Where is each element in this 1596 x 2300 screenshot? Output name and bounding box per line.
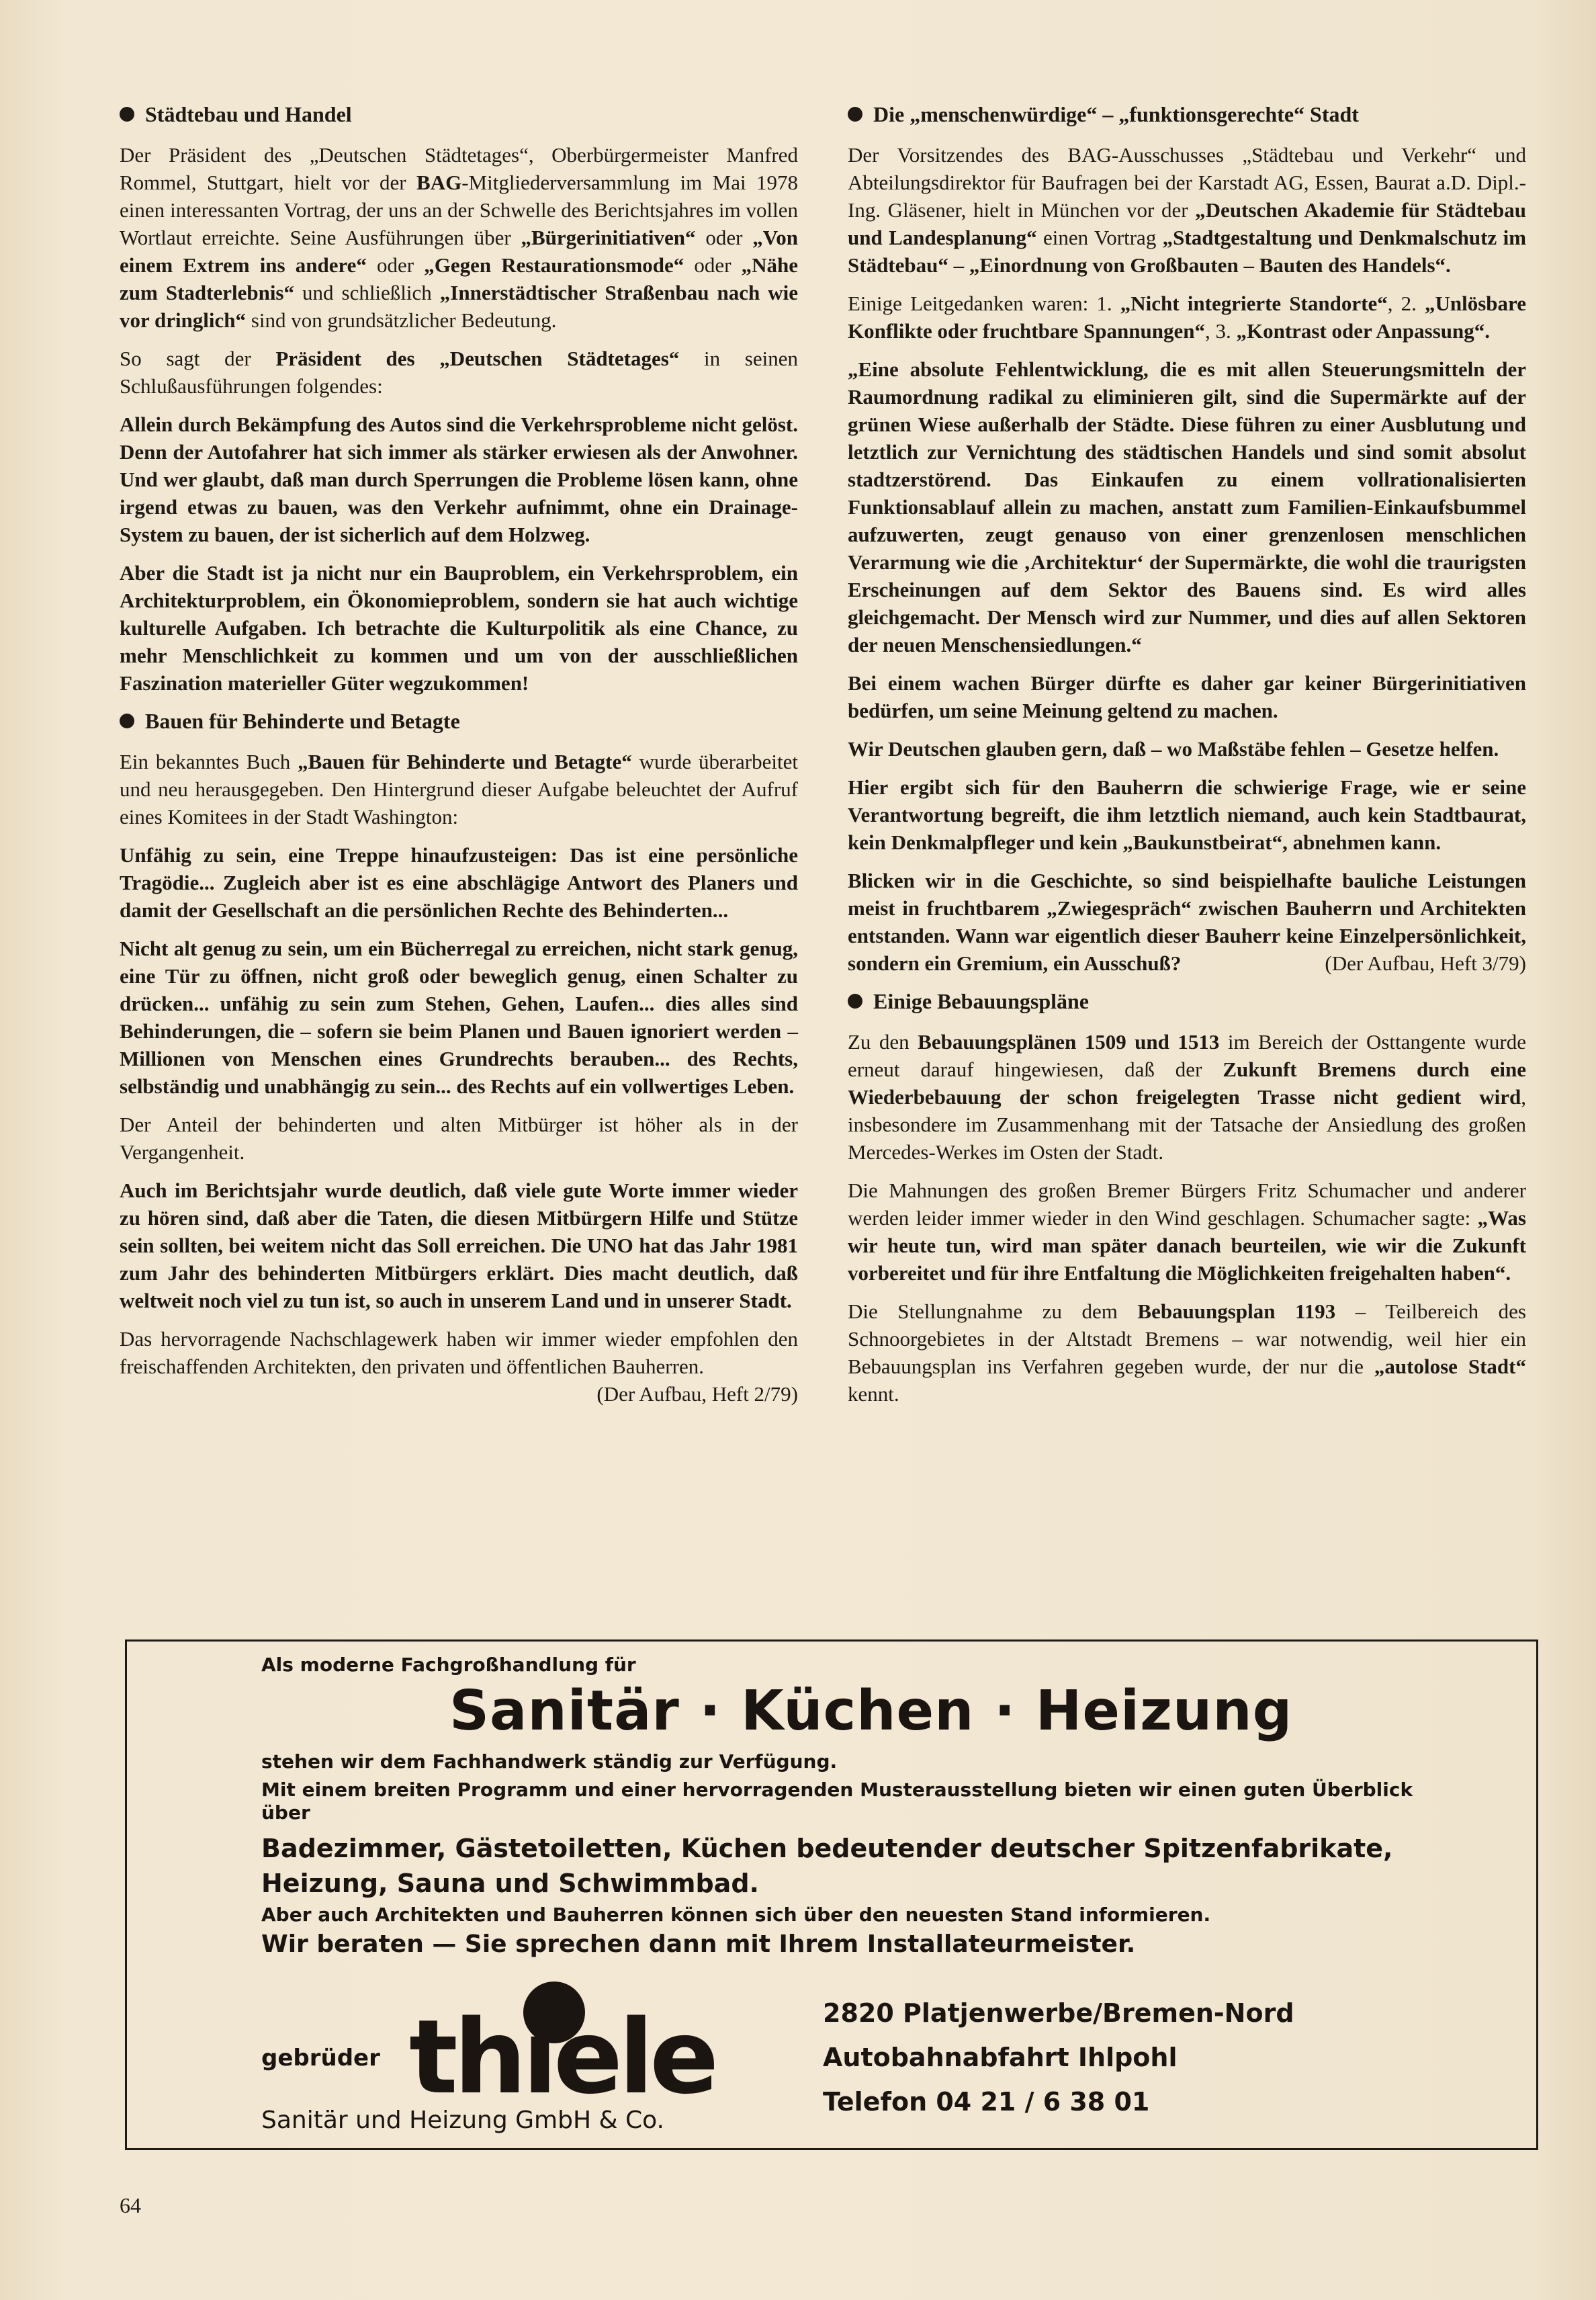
logo-subtitle: Sanitär und Heizung GmbH & Co. — [261, 2106, 664, 2134]
paragraph — [848, 1297, 1526, 1408]
text-run: einen Vortrag — [1036, 226, 1163, 249]
paragraph — [120, 345, 798, 400]
bullet-icon — [120, 714, 134, 728]
text-run: Die Mahnungen des großen Bremer Bürgers Fritz Schumacher und anderer werden leider immer wieder in den Wind geschlagen. Schumacher sagte: — [848, 1179, 1526, 1230]
bold-text-run: „Stadtgestaltung und Denkmalschutz im Städtebau“ – „Einordnung von Großbauten – Bauten des Handels“. — [848, 226, 1527, 277]
text-run: oder — [695, 226, 753, 249]
bullet-icon — [848, 107, 862, 122]
text-run: im Bereich der Osttangente wurde erneut darauf hingewiesen, daß der — [848, 1030, 1526, 1081]
text-run: , insbesondere im Zusammenhang mit der Tatsache der Ansiedlung des großen Mercedes-Werkes im Osten der Stadt. — [848, 1085, 1526, 1164]
ad-slogan: Wir beraten — Sie sprechen dann mit Ihrem Installateurmeister. — [261, 1930, 1136, 1958]
text-run: – Teilbereich des Schnoorgebietes in der Altstadt Bremens – war notwendig, weil hier ein Bebauungsplan ins Verfahren gegeben wurde, der nur die — [848, 1300, 1526, 1378]
section-heading-bebauungsplaene: Einige Bebauungspläne — [848, 988, 1526, 1015]
text-run: Ein bekanntes Buch — [120, 750, 298, 773]
bold-text-run: „Deutschen Akademie für Städtebau und Landesplanung“ — [848, 198, 1526, 249]
bold-text-run: Bebauungsplan 1193 — [1137, 1300, 1336, 1323]
bold-text-run: Bebauungsplänen 1509 und 1513 — [918, 1030, 1220, 1054]
text-run: Einige Leitgedanken waren: 1. — [848, 292, 1120, 315]
paragraph — [848, 141, 1526, 279]
bold-text-run: „Unlösbare Konflikte oder fruchtbare Spannungen“ — [848, 292, 1527, 343]
bullet-icon — [848, 994, 862, 1009]
text-run: kennt. — [848, 1382, 899, 1406]
text-run: Der Präsident des „Deutschen Städtetages“, Oberbürgermeister Manfred Rommel, Stuttgart, hielt vor der — [120, 143, 798, 194]
contact-block — [823, 1991, 1294, 2124]
paragraph — [120, 141, 798, 334]
bold-text-run: „Nähe zum Stadterlebnis“ — [120, 253, 798, 304]
text-run: oder — [684, 253, 742, 277]
text-run: Die Stellungnahme zu dem — [848, 1300, 1138, 1323]
quote-paragraph: Unfähig zu sein, eine Treppe hinaufzusteigen: Das ist eine persönliche Tragödie... Zugleich aber ist es eine abschlägige Antwort des Planers und damit der Gesellschaft an die persönlichen Rechte des Behinderten... — [120, 843, 798, 922]
bold-text-run: „Innerstädtischer Straßenbau nach wie vor dringlich“ — [120, 281, 798, 332]
bullet-icon — [120, 107, 134, 122]
bold-text-run: „Nicht integrierte Standorte“ — [1120, 292, 1388, 315]
paragraph — [848, 1177, 1526, 1287]
thiele-logo — [261, 1977, 839, 2139]
paragraph — [120, 748, 798, 830]
text-run: -Mitgliederversammlung im Mai 1978 einen interessanten Vortrag, der uns an der Schwelle des Berichtsjahres im vollen Wortlaut erreichte. Seine Ausführungen über — [120, 171, 798, 249]
source-reference: (Der Aufbau, Heft 2/79) — [596, 1382, 798, 1406]
text-run: in seinen Schlußausführungen folgendes: — [120, 347, 799, 398]
quote-paragraph: Wir Deutschen glauben gern, daß – wo Maßstäbe fehlen – Gesetze helfen. — [848, 737, 1499, 761]
quote-paragraph: Aber die Stadt ist ja nicht nur ein Bauproblem, ein Verkehrsproblem, ein Architekturproblem, ein Ökonomieproblem, sondern sie hat auch wichtige kulturelle Aufgaben. Ich betrachte die Kulturpolitik als eine Chance, zu mehr Menschlichkeit zu kommen und um von der ausschließlichen Faszination materieller Güter wegzukommen! — [120, 561, 798, 695]
paragraph — [848, 290, 1526, 345]
paragraph — [848, 1028, 1526, 1166]
bold-text-run: „Was wir heute tun, wird man später danach beurteilen, wie wir die Zukunft vorbereitet und für ihre Entfaltung die Möglichkeiten freigehalten haben“. — [848, 1206, 1526, 1285]
text-run: Der Vorsitzendes des BAG-Ausschusses „Städtebau und Verkehr“ und Abteilungsdirektor für Baufragen bei der Karstadt AG, Essen, Baurat a.D. Dipl.-Ing. Gläsener, hielt in München vor der — [848, 143, 1526, 222]
text-run: sind von grundsätzlicher Bedeutung. — [246, 308, 557, 332]
quote-paragraph: „Eine absolute Fehlentwicklung, die es mit allen Steuerungsmitteln der Raumordnung radikal zu eliminieren gilt, sind die Supermärkte auf der grünen Wiese außerhalb der Städte. Diese führen zu einer Ausblutung und letztlich zur Vernichtung des städtischen Handels und sind somit absolut stadtzerstörend. Das Einkaufen zu einem vollrationalisierten Funktionsablauf allein zu machen, anstatt zum Familien-Einkaufsbummel aufzuwerten, zeugt genauso von einer grenzenlosen menschlichen Verarmung wie die ‚Architektur‘ der Supermärkte, die wohl die traurigsten Erscheinungen auf dem Sektor des Bauens sind. Es wird alles gleichgemacht. Der Mensch wird zur Nummer, und dies auf allen Sektoren der neuen Menschensiedlungen.“ — [848, 357, 1526, 656]
highway-exit: Autobahnabfahrt Ihlpohl — [823, 2043, 1178, 2072]
bold-text-run: „autolose Stadt“ — [1374, 1355, 1526, 1378]
quote-paragraph: Blicken wir in die Geschichte, so sind beispielhafte bauliche Leistungen meist in fruchtbarem „Zwiegespräch“ zwischen Bauherrn und Architekten entstanden. Wann war eigentlich dieser Bauherr keine Einzelpersönlichkeit, sondern ein Gremium, ein Ausschuß? (Der Aufbau, Heft 3/79) — [848, 867, 1526, 977]
phone-number: Telefon 04 21 / 6 38 01 — [823, 2087, 1150, 2117]
logo-wordmark: thiele — [409, 1998, 715, 2117]
paragraph: Der Anteil der behinderten und alten Mitbürger ist höher als in der Vergangenheit. — [120, 1113, 798, 1164]
ad-line: Aber auch Architekten und Bauherren können sich über den neuesten Stand informieren. — [261, 1904, 1211, 1926]
ad-title: Sanitär · Küchen · Heizung — [449, 1679, 1293, 1743]
page-number: 64 — [120, 2193, 141, 2217]
text-run: So sagt der — [120, 347, 276, 370]
advertisement-box — [125, 1639, 1538, 2150]
text-run: wurde überarbeitet und neu herausgegeben. Den Hintergrund dieser Aufgabe beleuchtet der Aufruf eines Komitees in der Stadt Washington: — [120, 750, 798, 828]
section-heading-staedtebau: Städtebau und Handel — [120, 101, 798, 128]
source-reference: (Der Aufbau, Heft 3/79) — [1325, 951, 1526, 975]
right-column — [848, 101, 1526, 1418]
bold-text-run: „Bauen für Behinderte und Betagte“ — [298, 750, 632, 773]
text-run: und schließlich — [294, 281, 440, 304]
text-run: Zu den — [848, 1030, 918, 1054]
bold-text-run: „Bürgerinitiativen“ — [521, 226, 696, 249]
quote-paragraph: Hier ergibt sich für den Bauherrn die schwierige Frage, wie er seine Verantwortung begreift, die ihm letztlich niemand, auch kein Stadtbaurat, kein Denkmalpfleger und kein „Baukunstbeirat“, abnehmen kann. — [848, 775, 1526, 854]
text-run: , 3. — [1204, 319, 1237, 343]
text-run: , 2. — [1387, 292, 1425, 315]
bold-text-run: BAG — [416, 171, 462, 194]
ad-highlight: Badezimmer, Gästetoiletten, Küchen bedeutender deutscher Spitzenfabrikate, Heizung, Sauna und Schwimmbad. — [261, 1834, 1393, 1898]
quote-paragraph: Bei einem wachen Bürger dürfte es daher gar keiner Bürgerinitiativen bedürfen, um seine Meinung geltend zu machen. — [848, 671, 1526, 722]
bold-text-run: Präsident des „Deutschen Städtetages“ — [275, 347, 680, 370]
text-run: oder — [366, 253, 425, 277]
bold-text-run: „Gegen Restaurationsmode“ — [424, 253, 684, 277]
quote-paragraph: Nicht alt genug zu sein, um ein Bücherregal zu erreichen, nicht stark genug, eine Tür zu öffnen, nicht groß oder beweglich genug, einen Schalter zu drücken... unfähig zu sein zum Stehen, Gehen, Laufen... dies alles sind Behinderungen, die – sofern sie beim Planen und Bauen ignoriert werden – Millionen von Menschen eines Grundrechts berauben... des Rechts, selbständig und unabhängig zu sein... des Rechts auf ein vollwertiges Leben. — [120, 937, 798, 1098]
section-heading-menschenwuerdige: Die „menschenwürdige“ – „funktionsgerechte“ Stadt — [848, 101, 1526, 128]
quote-paragraph: Allein durch Bekämpfung des Autos sind die Verkehrsprobleme nicht gelöst. Denn der Autofahrer hat sich immer als stärker erwiesen als der Anwohner. Und wer glaubt, daß man durch Sperrungen die Probleme lösen kann, ohne irgend etwas zu bauen, was den Verkehr aufnimmt, ohne ein Drainage-System zu bauen, der ist sicherlich auf dem Holzweg. — [120, 413, 798, 546]
section-heading-behinderte: Bauen für Behinderte und Betagte — [120, 708, 798, 734]
ad-intro: Als moderne Fachgroßhandlung für — [261, 1654, 636, 1676]
address: 2820 Platjenwerbe/Bremen-Nord — [823, 1998, 1294, 2028]
ad-line: stehen wir dem Fachhandwerk ständig zur Verfügung. — [261, 1750, 838, 1773]
bold-text-run: „Von einem Extrem ins andere“ — [120, 226, 798, 277]
quote-paragraph: Auch im Berichtsjahr wurde deutlich, daß viele gute Worte immer wieder zu hören sind, daß aber die Taten, die diesen Mitbürgern Hilfe und Stütze sein sollten, bei weitem nicht das Soll erreichen. Die UNO hat das Jahr 1981 zum Jahr des behinderten Mitbürgers erklärt. Dies macht deutlich, daß weltweit noch viel zu tun ist, so auch in unserem Land und in unserer Stadt. — [120, 1179, 798, 1312]
bold-text-run: „Kontrast oder Anpassung“. — [1236, 319, 1491, 343]
bold-text-run: Zukunft Bremens durch eine Wiederbebauung der schon freigelegten Trasse nicht gedient wird — [848, 1058, 1526, 1109]
logo-prefix: gebrüder — [261, 2045, 380, 2072]
left-column — [120, 101, 798, 1408]
ad-line: Mit einem breiten Programm und einer hervorragenden Musterausstellung bieten wir einen guten Überblick über — [261, 1779, 1413, 1824]
paragraph: Das hervorragende Nachschlagewerk haben wir immer wieder empfohlen den freischaffenden Architekten, den privaten und öffentlichen Bauherren. (Der Aufbau, Heft 2/79) — [120, 1325, 798, 1380]
